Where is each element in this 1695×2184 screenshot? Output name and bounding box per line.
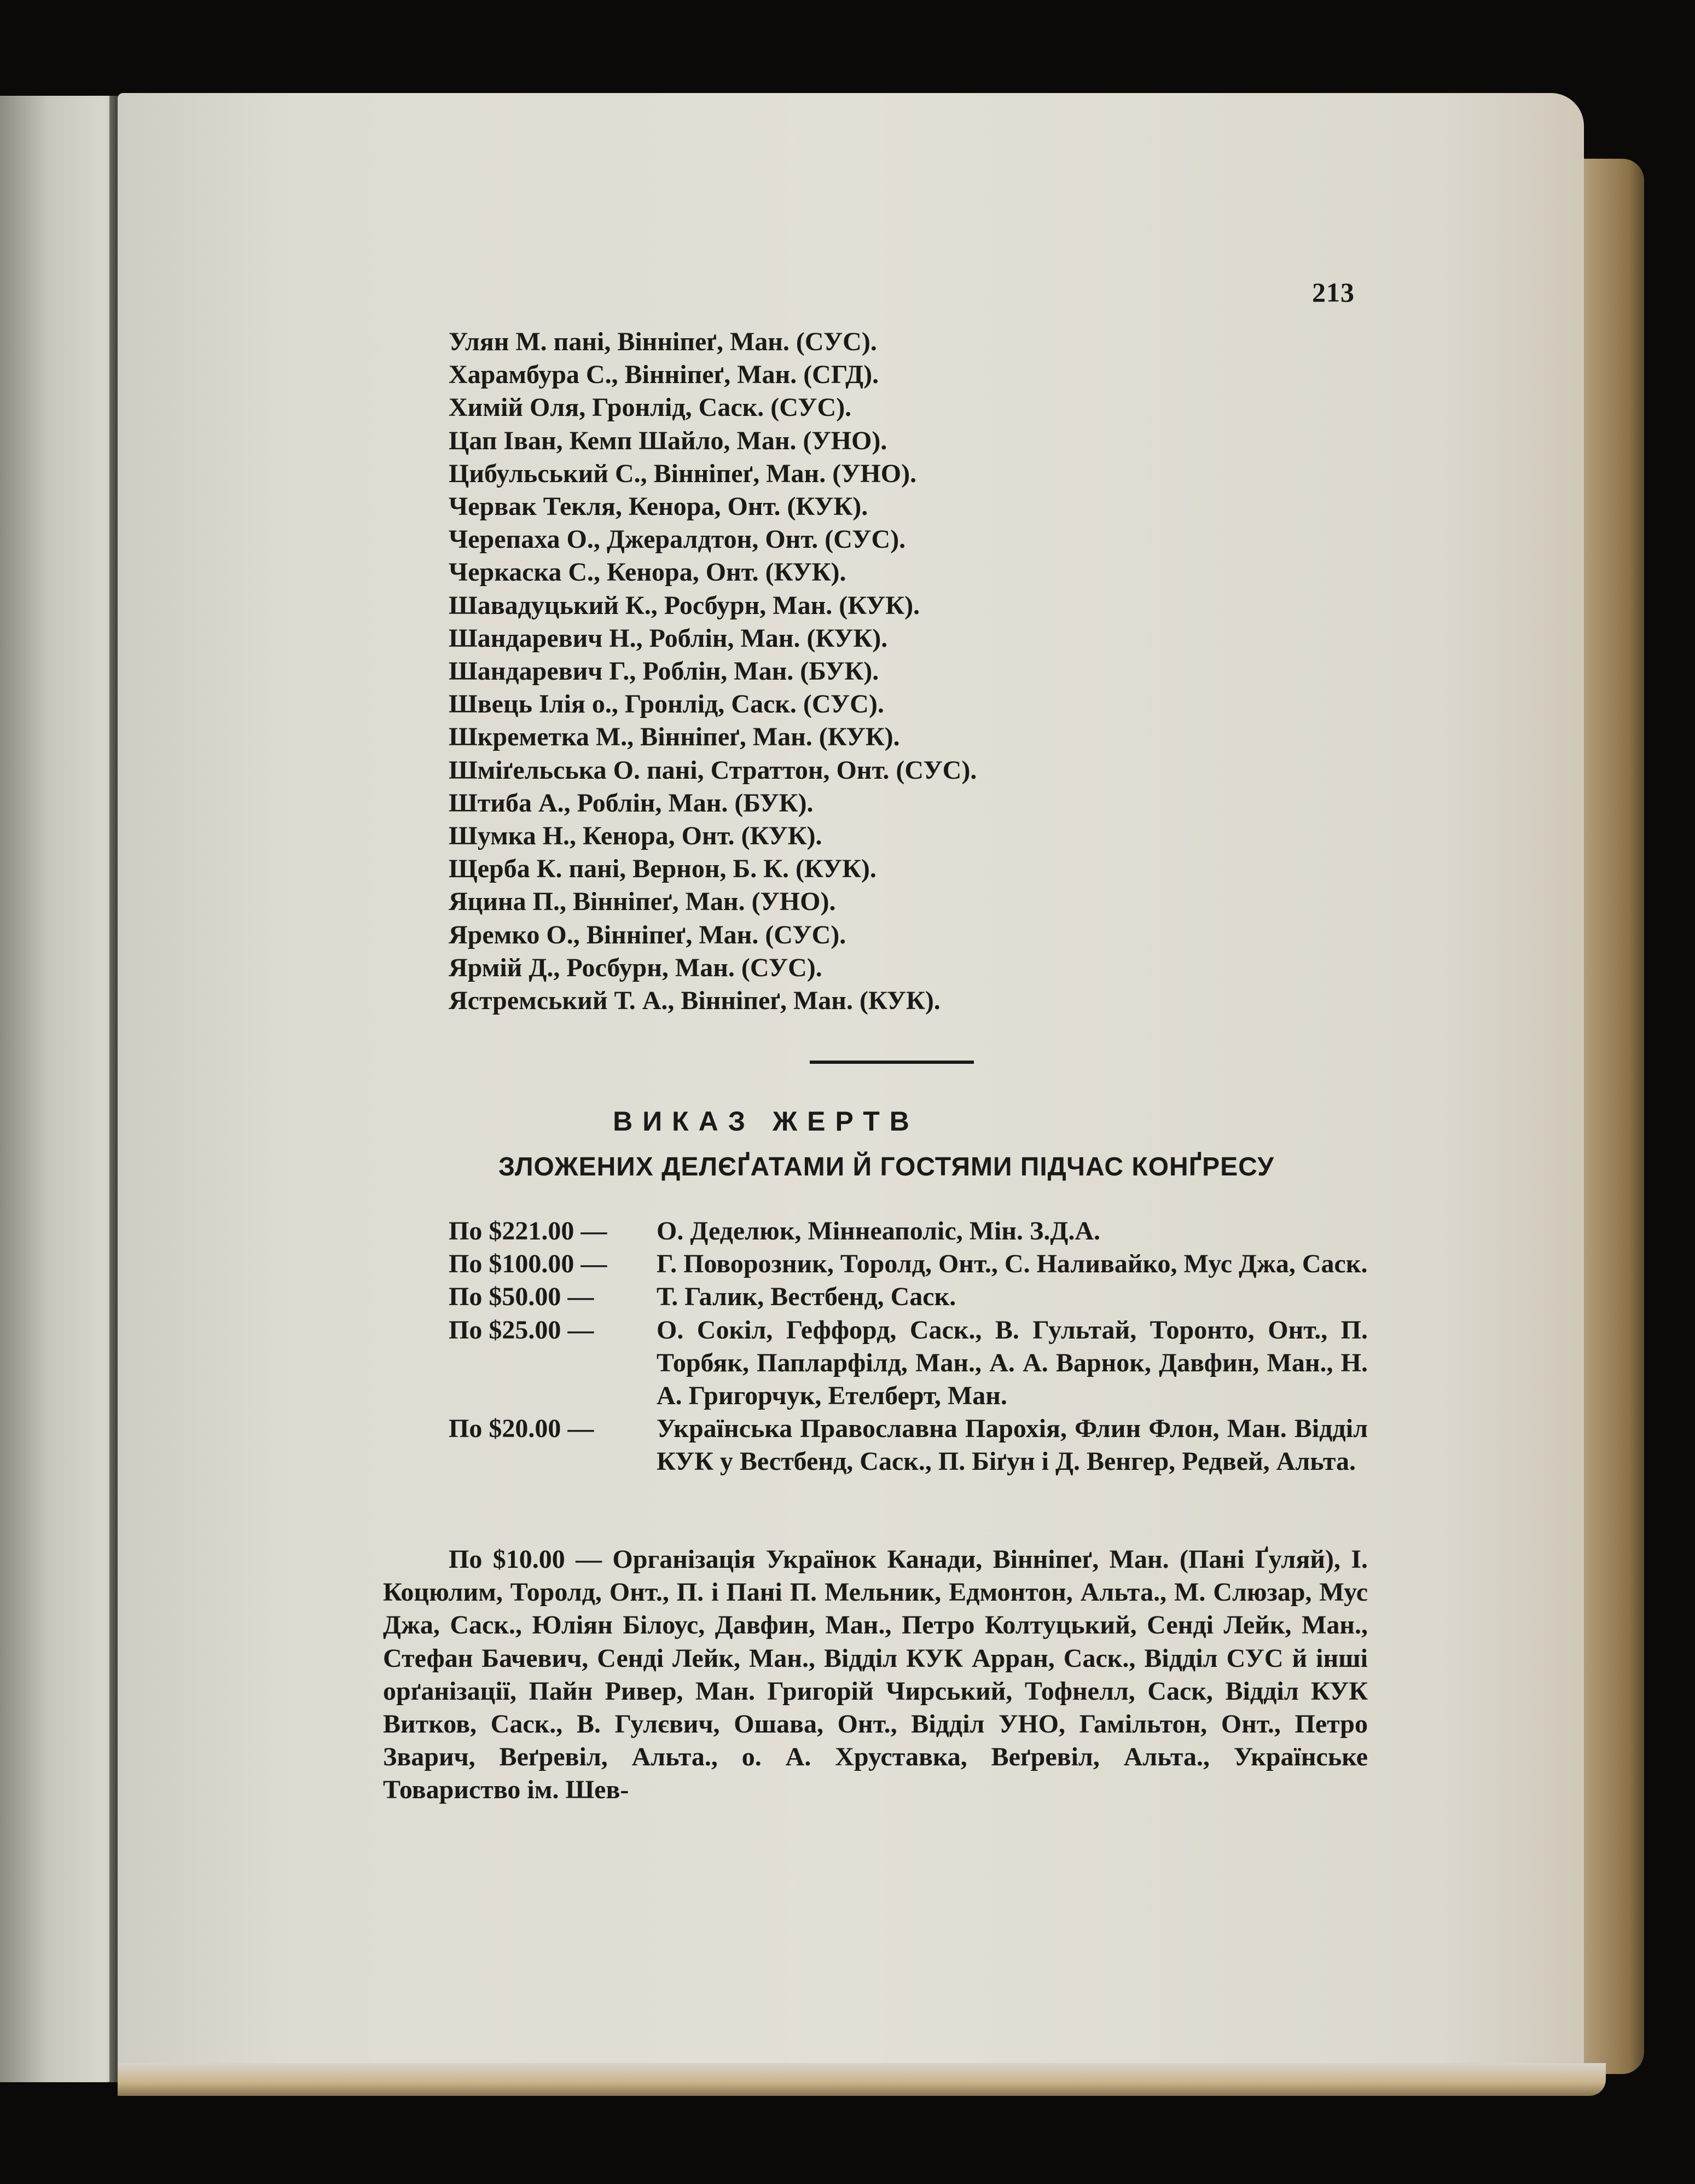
page-bottom-edge	[118, 2063, 1606, 2096]
donation-amount: По $100.00 —	[449, 1249, 607, 1279]
list-item: Шандаревич Н., Роблін, Ман. (КУК).	[449, 623, 888, 653]
names-list	[449, 326, 1160, 1017]
donation-amount: По $20.00 —	[449, 1414, 594, 1444]
donation-amount: По $221.00 —	[449, 1216, 607, 1245]
list-item: Цибульський С., Вінніпеґ, Ман. (УНО).	[449, 459, 917, 488]
list-item: Химій Оля, Гронлід, Саск. (СУС).	[449, 393, 852, 422]
donation-donors: Г. Поворозник, Торолд, Онт., С. Наливайко, Мус Джа, Саск.	[657, 1249, 1368, 1279]
list-item: Шміґельська О. пані, Страттон, Онт. (СУС).	[449, 755, 977, 785]
left-page-edge	[0, 96, 123, 2082]
list-item: Цап Іван, Кемп Шайло, Ман. (УНО).	[449, 426, 887, 455]
page-number: 213	[1312, 277, 1355, 308]
donation-donors: О. Сокіл, Геффорд, Саск., В. Гультай, Торонто, Онт., П. Торбяк, Папларфілд, Ман., А. А. Варнок, Давфин, Ман., Н. А. Григорчук, Етелберт, Ман.	[657, 1315, 1368, 1411]
section-title: ВИКАЗ ЖЕРТВ	[613, 1106, 919, 1137]
list-item: Швець Ілія о., Гронлід, Саск. (СУС).	[449, 690, 884, 719]
list-item: Ястремський Т. А., Вінніпеґ, Ман. (КУК).	[449, 986, 941, 1016]
donation-row	[449, 1314, 1368, 1413]
donation-donors: Українська Православна Парохія, Флин Флон, Ман. Відділ КУК у Вестбенд, Саск., П. Біґун і Д. Венгер, Редвей, Альта.	[657, 1414, 1368, 1476]
list-item: Яремко О., Вінніпеґ, Ман. (СУС).	[449, 920, 846, 949]
list-item: Шавадуцький К., Росбурн, Ман. (КУК).	[449, 590, 920, 620]
list-item: Харамбура С., Вінніпеґ, Ман. (СГД).	[449, 360, 879, 390]
donation-amount: По $25.00 —	[449, 1315, 594, 1345]
donation-row	[449, 1281, 1368, 1313]
list-item: Улян М. пані, Вінніпеґ, Ман. (СУС).	[449, 327, 877, 356]
list-item: Яцина П., Вінніпеґ, Ман. (УНО).	[449, 887, 836, 917]
donation-row	[449, 1215, 1368, 1248]
list-item: Штиба А., Роблін, Ман. (БУК).	[449, 788, 814, 818]
list-item: Червак Текля, Кенора, Онт. (КУК).	[449, 492, 868, 522]
list-item: Шандаревич Г., Роблін, Ман. (БУК).	[449, 657, 879, 686]
section-divider	[810, 1061, 974, 1064]
donations-list	[383, 1215, 1368, 1805]
list-item: Черкаска С., Кенора, Онт. (КУК).	[449, 558, 846, 587]
list-item: Черепаха О., Джералдтон, Онт. (СУС).	[449, 525, 906, 554]
donation-row	[449, 1412, 1368, 1478]
donation-paragraph: По $10.00 — Організація Українок Канади, Вінніпеґ, Ман. (Пані Ґуляй), І. Коцюлим, Торолд, Онт., П. і Пані П. Мельник, Едмонтон, Альта., М. Слюзар, Мус Джа, Саск., Юліян Білоус, Давфин, Ман., Петро Колтуцький, Сенді Лейк, Ман., Стефан Бачевич, Сенді Лейк, Ман., Відділ КУК Арран, Саск., Відділ СУС й інші орґанізації, Пайн Ривер, Ман. Григорій Чирський, Тофнелл, Саск, Відділ КУК Витков, Саск., В. Гулєвич, Ошава, Онт., Відділ УНО, Гамільтон, Онт., Петро Зварич, Веґревіл, Альта., о. А. Хруставка, Веґревіл, Альта., Українське Товариство ім. Шев-	[383, 1545, 1368, 1805]
donation-amount: По $50.00 —	[449, 1282, 594, 1312]
donation-donors: Т. Галик, Вестбенд, Саск.	[657, 1282, 956, 1312]
list-item: Шумка Н., Кенора, Онт. (КУК).	[449, 821, 822, 851]
section-subtitle: ЗЛОЖЕНИХ ДЕЛЄҐАТАМИ Й ГОСТЯМИ ПІДЧАС КОНҐРЕСУ	[498, 1152, 1275, 1181]
donation-row	[449, 1248, 1368, 1281]
list-item: Щерба К. пані, Вернон, Б. К. (КУК).	[449, 854, 876, 884]
list-item: Шкреметка М., Вінніпеґ, Ман. (КУК).	[449, 722, 900, 752]
list-item: Ярмій Д., Росбурн, Ман. (СУС).	[449, 953, 822, 982]
donation-donors: О. Деделюк, Міннеаполіс, Мін. З.Д.А.	[657, 1216, 1101, 1245]
